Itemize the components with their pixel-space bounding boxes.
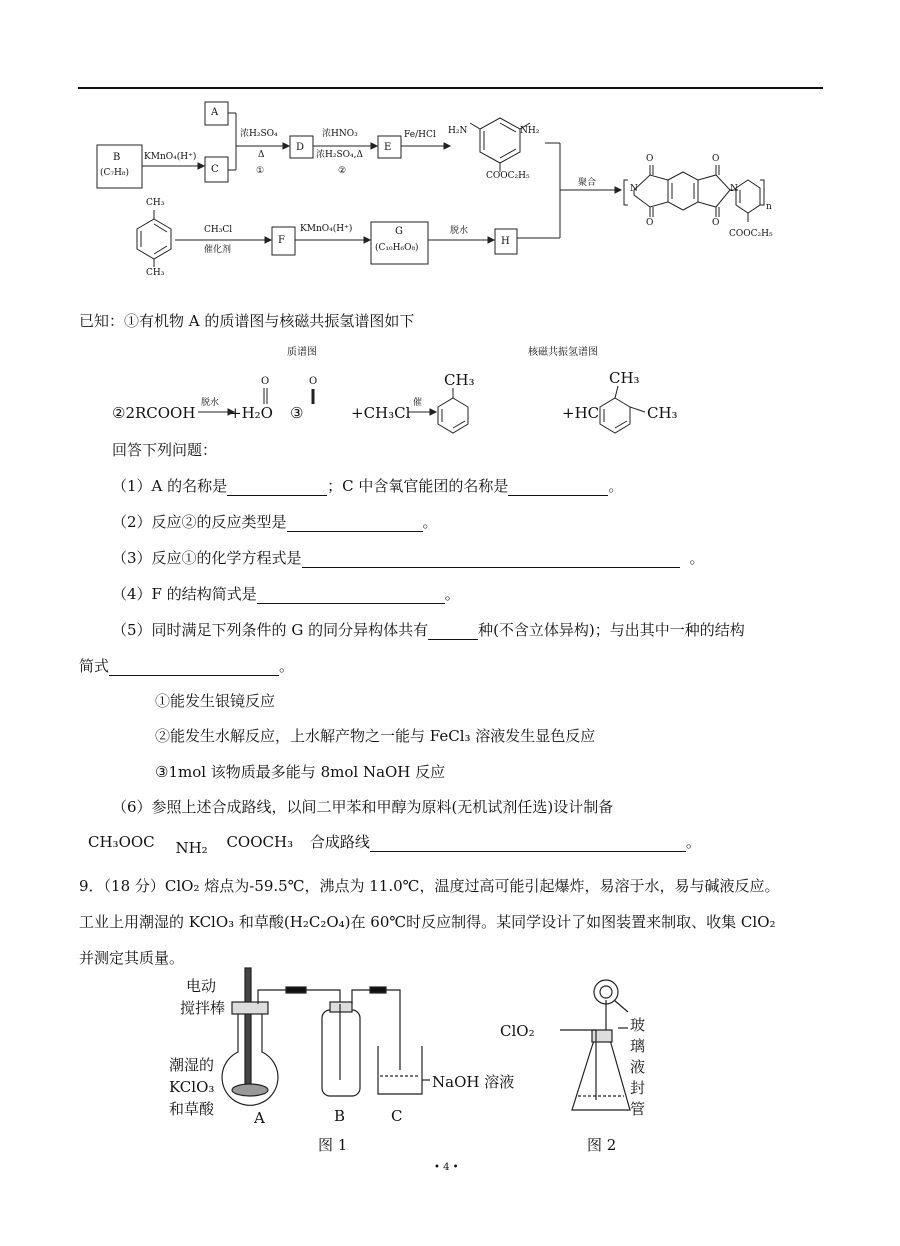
question-5-cont: 简式 。 — [79, 657, 295, 675]
moist-label-3: 和草酸 — [169, 1100, 215, 1118]
label-d: D — [296, 142, 305, 153]
question-5: （5）同时满足下列条件的 G 的同分异构体共有 种(不含立体异构)；与出其中一种的结构 — [112, 621, 745, 639]
seal-label-4: 封 — [630, 1079, 646, 1097]
label-g-formula: (C₁₀H₆O₈) — [375, 243, 419, 253]
answer-blank-2[interactable] — [287, 515, 423, 532]
amine-h2n: H₂N — [448, 126, 468, 136]
polymer-ester: COOC₂H₅ — [729, 229, 773, 239]
label-f: F — [278, 235, 285, 246]
apparatus-label-b: B — [334, 1107, 346, 1125]
toluene-ch3: CH₃ — [444, 371, 475, 389]
rule2-product: +H₂O — [229, 404, 273, 422]
condition-2: ②能发生水解反应，上水解产物之一能与 FeCl₃ 溶液发生显色反应 — [155, 727, 596, 745]
known-intro: 已知：①有机物 A 的质谱图与核磁共振氢谱图如下 — [79, 312, 415, 330]
polymer-o4: O — [712, 218, 720, 228]
plus-hc: +HC — [562, 404, 600, 422]
label-h: H — [501, 236, 510, 247]
step-2: ② — [338, 166, 347, 176]
polymer-o2: O — [712, 154, 720, 164]
stirrer-label-1: 电动 — [186, 977, 217, 995]
xylene-ring — [137, 219, 171, 259]
answer-blank-1b[interactable] — [508, 479, 608, 496]
plus-ch3cl: +CH₃Cl — [351, 404, 411, 422]
amine-nh2: NH₂ — [520, 126, 540, 136]
polymer-o3: O — [646, 218, 654, 228]
amine-ester: COOC₂H₅ — [486, 171, 530, 181]
condition-1: ①能发生银镜反应 — [155, 692, 276, 710]
naoh-label: NaOH 溶液 — [432, 1073, 515, 1091]
reagent-kmno4-2: KMnO₄(H⁺) — [300, 224, 353, 234]
question-6: （6）参照上述合成路线，以间二甲苯和甲醇为原料(无机试剂任选)设计制备 — [112, 798, 614, 816]
seal-label-5: 管 — [630, 1100, 646, 1118]
condition-3: ③1mol 该物质最多能与 8mol NaOH 反应 — [155, 763, 446, 781]
question-4: （4）F 的结构简式是 。 — [112, 585, 460, 603]
apparatus-label-a: A — [254, 1109, 265, 1127]
question-1: （1）A 的名称是 ；C 中含氧官能团的名称是 。 — [112, 477, 624, 495]
rule3-label: ③ — [290, 404, 304, 422]
label-a: A — [211, 107, 219, 118]
polymer-o1: O — [646, 154, 654, 164]
xylene-ch3-top: CH₃ — [146, 198, 165, 208]
answer-blank-6[interactable] — [370, 835, 686, 852]
q9-line3: 并测定其质量。 — [79, 949, 185, 967]
seal-label-2: 璃 — [630, 1037, 646, 1055]
reagent-catalyst: 催化剂 — [204, 245, 232, 255]
apparatus-label-c: C — [391, 1107, 403, 1125]
rule3-o: O — [309, 376, 318, 387]
question-2: （2）反应②的反应类型是 。 — [112, 513, 438, 531]
rule2-arrow-label: 脱水 — [201, 398, 220, 408]
answer-blank-4[interactable] — [257, 587, 445, 604]
page-number: • 4 • — [434, 1162, 459, 1173]
xylene-ch3-bottom: CH₃ — [146, 268, 165, 278]
figure-1-caption: 图 1 — [318, 1136, 348, 1154]
label-c: C — [211, 164, 219, 175]
label-b: B — [113, 152, 121, 163]
q9-line1: 9．（18 分）ClO₂ 熔点为-59.5℃，沸点为 11.0℃，温度过高可能引起爆炸，易溶于水，易与碱液反应。 — [79, 877, 780, 895]
rule2-o: O — [261, 376, 270, 387]
answer-blank-5a[interactable] — [428, 623, 478, 640]
seal-label-1: 玻 — [630, 1016, 646, 1034]
questions-header: 回答下列问题： — [112, 441, 218, 459]
oxylene-ch3-right: CH₃ — [647, 404, 678, 422]
question-3: （3）反应①的化学方程式是 。 — [112, 549, 705, 567]
clo2-inlet-label: ClO₂ — [500, 1022, 535, 1040]
polymer-n2: N — [730, 184, 738, 194]
label-g: G — [395, 226, 403, 237]
reagent-ch3cl: CH₃Cl — [204, 225, 233, 235]
polymerize-label: 聚合 — [578, 178, 597, 188]
reagent-h2so4: 浓H₂SO₄ — [240, 129, 278, 139]
reagent-hno3-h2so4: 浓H₂SO₄,Δ — [316, 150, 363, 160]
figure-1-apparatus — [0, 960, 900, 1160]
step-1: ① — [256, 166, 265, 176]
amine-ring — [480, 118, 520, 163]
label-e: E — [384, 142, 392, 153]
reagent-hno3: 浓HNO₃ — [322, 129, 358, 139]
moist-label-2: KClO₃ — [169, 1078, 215, 1096]
answer-blank-3[interactable] — [302, 551, 680, 568]
label-b-formula: (C₇H₈) — [100, 168, 129, 178]
oxylene-ch3-top: CH₃ — [609, 369, 640, 387]
reagent-delta: Δ — [258, 150, 265, 160]
reagent-dehydrate: 脱水 — [450, 226, 469, 236]
seal-label-3: 液 — [630, 1058, 646, 1076]
reagent-fe-hcl: Fe/HCl — [404, 130, 436, 140]
question-6-target: CH₃OOC NH₂ COOCH₃ 合成路线 。 — [88, 833, 701, 857]
top-rule — [78, 87, 823, 89]
rule2-text: ②2RCOOH — [112, 404, 196, 422]
stirrer-label-2: 搅拌棒 — [180, 999, 226, 1017]
polymer-n1: N — [630, 184, 638, 194]
ms-label: 质谱图 — [287, 347, 317, 358]
polymer-n-subscript: n — [766, 202, 772, 212]
catalyst-label: 催 — [413, 398, 423, 408]
figure-2-caption: 图 2 — [587, 1136, 617, 1154]
nmr-label: 核磁共振氢谱图 — [528, 347, 598, 358]
synthesis-route-diagram — [0, 90, 900, 300]
reagent-kmno4: KMnO₄(H⁺) — [144, 152, 197, 162]
q9-line2: 工业上用潮湿的 KClO₃ 和草酸(H₂C₂O₄)在 60℃时反应制得。某同学设计了如图装置来制取、收集 ClO₂ — [79, 913, 776, 931]
moist-label-1: 潮湿的 — [169, 1056, 215, 1074]
answer-blank-5b[interactable] — [109, 659, 279, 676]
answer-blank-1a[interactable] — [227, 479, 327, 496]
